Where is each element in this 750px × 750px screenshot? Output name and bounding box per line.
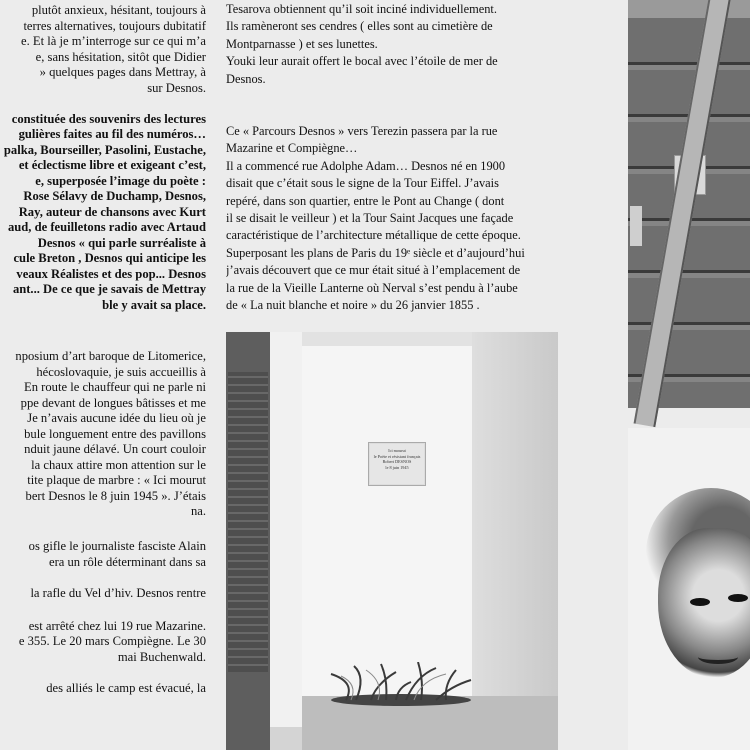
left-text-line: terres alternatives, toujours dubitatif	[23, 18, 206, 33]
left-text-line: veaux Réalistes et des pop... Desnos	[16, 266, 206, 281]
plaque-line: le 8 juin 1945	[385, 464, 409, 470]
middle-text-line: la rue de la Vieille Lanterne où Nerval s’est pendu à l’aube	[226, 280, 518, 295]
left-text-line: na.	[190, 504, 206, 518]
left-text-line: ppe devant de longues bâtisses et me	[20, 395, 206, 410]
left-text-line: est arrêté chez lui 19 rue Mazarine.	[28, 618, 206, 633]
middle-text-column	[226, 0, 558, 750]
middle-text-line: Desnos.	[226, 71, 266, 86]
middle-text-line: disait que c’était sous le signe de la Tour Eiffel. J’avais	[226, 176, 499, 191]
left-text-line: gulières faites au fil des numéros…	[18, 127, 206, 141]
left-text-line: la rafle du Vel d’hiv. Desnos rentre	[30, 585, 206, 600]
right-image-column	[628, 0, 750, 750]
left-text-line: Je n’avais aucune idée du lieu où je	[27, 411, 206, 425]
middle-text-line: Youki leur aurait offert le bocal avec l’étoile de mer de	[226, 54, 498, 69]
left-text-line: sur Desnos.	[147, 80, 206, 95]
middle-text-line: Tesarova obtiennent qu’il soit inciné individuellement.	[226, 2, 497, 16]
middle-text-line: de « La nuit blanche et noire » du 26 janvier 1855 .	[226, 298, 480, 312]
left-text-line: ant... De ce que je savais de Mettray	[12, 282, 206, 296]
left-text-line: des alliés le camp est évacué, la	[46, 680, 206, 695]
left-text-line: os gifle le journaliste fasciste Alain	[28, 539, 206, 553]
ink-portrait	[628, 428, 750, 750]
left-text-line: ble y avait sa place.	[102, 297, 206, 312]
middle-text-line: il se disait le veilleur ) et la Tour Saint Jacques une façade	[226, 211, 514, 225]
left-text-line: » quelques pages dans Mettray, à	[39, 65, 206, 79]
left-text-line: era un rôle déterminant dans sa	[48, 554, 206, 569]
left-text-line: plutôt anxieux, hésitant, toujours à	[31, 3, 206, 17]
side-wall	[472, 332, 558, 750]
middle-text-line: Ils ramèneront ses cendres ( elles sont au cimetière de	[226, 19, 493, 34]
left-text-line: constituée des souvenirs des lectures	[11, 111, 206, 126]
brick-wall	[226, 332, 270, 750]
left-text-line: Ray, auteur de chansons avec Kurt	[18, 204, 206, 219]
middle-text-line: Superposant les plans de Paris du 19ᵉ siècle et d’aujourd’hui	[226, 245, 525, 260]
left-text-line: Rose Sélavy de Duchamp, Desnos,	[23, 189, 206, 203]
left-text-line: En route le chauffeur qui ne parle ni	[24, 380, 206, 394]
left-text-line: cule Breton , Desnos qui anticipe les	[13, 251, 206, 265]
marble-plaque	[368, 442, 426, 486]
left-text-line: hécoslovaquie, je suis accueillis à	[36, 364, 206, 379]
left-text-line: aud, de feuilletons radio avec Artaud	[7, 220, 206, 234]
left-text-line: e, sans hésitation, sitôt que Didier	[35, 49, 206, 64]
left-text-line: bert Desnos le 8 juin 1945 ». J’étais	[25, 488, 206, 503]
whitewashed-wall	[302, 346, 472, 696]
recess-top	[302, 332, 480, 346]
left-text-line: bule longuement entre des pavillons	[24, 426, 206, 441]
left-text-column	[0, 0, 212, 750]
left-text-line: Desnos « qui parle surréaliste à	[37, 235, 206, 250]
left-text-line: e 355. Le 20 mars Compiègne. Le 30	[18, 634, 206, 648]
plaque-photograph	[226, 332, 558, 750]
middle-text-line: repéré, dans son quartier, entre le Pont au Change ( dont	[226, 193, 505, 208]
left-text-line: nduit jaune délavé. Un court couloir	[24, 442, 206, 456]
middle-text-line: Montparnasse ) et ses lunettes.	[226, 36, 378, 51]
metal-facade-photograph	[628, 0, 750, 408]
middle-text-line: caractéristique de l’architecture métallique de cette époque.	[226, 228, 521, 243]
middle-text-line: Ce « Parcours Desnos » vers Terezin passera par la rue	[226, 124, 498, 138]
pillar	[270, 332, 303, 727]
left-text-line: mai Buchenwald.	[117, 649, 206, 664]
left-text-line: palka, Bourseiller, Pasolini, Eustache,	[3, 142, 206, 157]
plaque-line: Robert DESNOS	[382, 459, 412, 465]
left-text-line: la chaux attire mon attention sur le	[31, 457, 206, 472]
middle-text-line: Il a commencé rue Adolphe Adam… Desnos né en 1900	[226, 158, 506, 173]
left-text-line: e. Et là je m’interroge sur ce qui m’a	[21, 34, 206, 48]
middle-text-line: j’avais découvert que ce mur était situé à l’emplacement de	[226, 263, 521, 278]
left-text-line: tite plaque de marbre : « Ici mourut	[27, 473, 206, 487]
plaque-line: le Poète et résistant français	[373, 453, 421, 459]
left-text-line: et éclectisme libre et exigeant c’est,	[18, 158, 206, 172]
middle-text-line: Mazarine et Compiègne…	[226, 141, 358, 156]
left-text-line: e, superposée l’image du poète :	[35, 173, 206, 188]
left-text-line: nposium d’art baroque de Litomerice,	[15, 349, 206, 363]
plant	[326, 662, 476, 707]
plaque-line: Ici mourut	[388, 448, 406, 453]
